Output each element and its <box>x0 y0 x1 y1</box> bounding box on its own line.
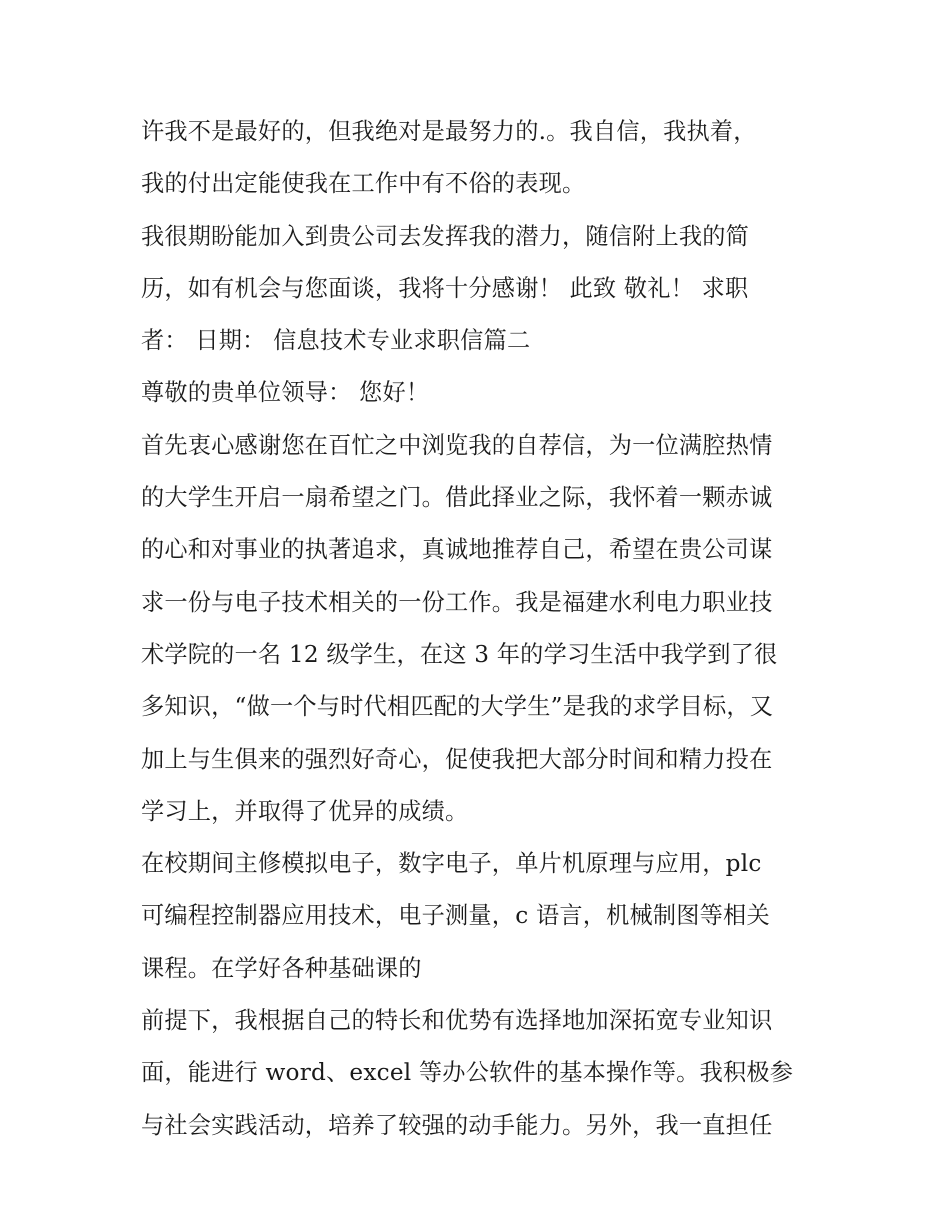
text-line: 加上与生俱来的强烈好奇心，促使我把大部分时间和精力投在 <box>141 745 773 773</box>
text-line: 的心和对事业的执著追求，真诚地推荐自己，希望在贵公司谋 <box>141 536 773 564</box>
text-line: 术学院的一名 12 级学生，在这 3 年的学习生活中我学到了很 <box>141 640 778 668</box>
text-line: 者： 日期： 信息技术专业求职信篇二 <box>141 327 531 355</box>
text-line: 我很期盼能加入到贵公司去发挥我的潜力，随信附上我的简 <box>141 222 750 250</box>
text-line: 多知识，“做一个与时代相匹配的大学生”是我的求学目标，又 <box>141 693 774 721</box>
text-line: 在校期间主修模拟电子，数字电子，单片机原理与应用，plc <box>141 850 762 878</box>
text-line: 与社会实践活动，培养了较强的动手能力。另外，我一直担任 <box>141 1111 773 1139</box>
text-line: 的大学生开启一扇希望之门。借此择业之际，我怀着一颗赤诚 <box>141 484 773 512</box>
text-line: 课程。在学好各种基础课的 <box>141 954 422 982</box>
text-line: 尊敬的贵单位领导： 您好！ <box>141 379 430 407</box>
text-line: 求一份与电子技术相关的一份工作。我是福建水利电力职业技 <box>141 588 773 616</box>
text-line: 学习上，并取得了优异的成绩。 <box>141 797 469 825</box>
text-line: 历，如有机会与您面谈，我将十分感谢！ 此致 敬礼！ 求职 <box>141 274 749 302</box>
text-line: 首先衷心感谢您在百忙之中浏览我的自荐信，为一位满腔热情 <box>141 431 773 459</box>
document-body <box>141 106 831 1152</box>
text-line: 我的付出定能使我在工作中有不俗的表现。 <box>141 170 586 198</box>
text-line: 面，能进行 word、excel 等办公软件的基本操作等。我积极参 <box>141 1059 794 1087</box>
text-line: 前提下，我根据自己的特长和优势有选择地加深拓宽专业知识 <box>141 1007 773 1035</box>
text-line: 许我不是最好的，但我绝对是最努力的.。我自信，我执着， <box>141 118 757 145</box>
text-line: 可编程控制器应用技术，电子测量，c 语言，机械制图等相关 <box>141 902 770 930</box>
